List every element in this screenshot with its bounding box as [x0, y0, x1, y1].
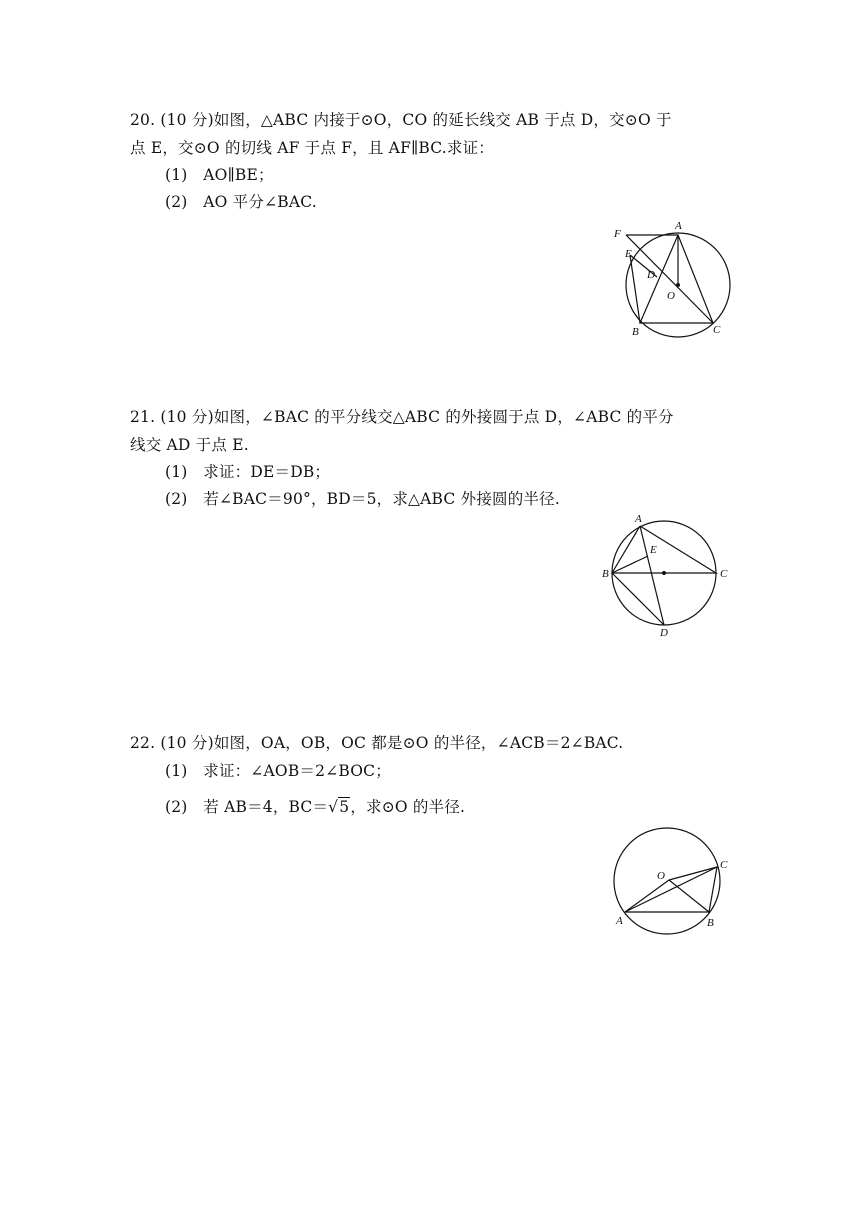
label-E: E [625, 248, 632, 260]
q21-stem-line2: 线交 AD 于点 E. [130, 436, 249, 454]
q22-part2 [165, 795, 465, 817]
label-A: A [635, 513, 642, 525]
q22-part1: (1) 求证：∠AOB＝2∠BOC； [165, 762, 391, 780]
label-C: C [720, 859, 728, 871]
label-C: C [720, 568, 728, 580]
q21-part2: (2) 若∠BAC＝90°，BD＝5，求△ABC 外接圆的半径. [165, 490, 560, 508]
label-F: F [614, 228, 621, 240]
q22-figure [605, 822, 755, 942]
q22-part2-suffix: ，求⊙O 的半径. [350, 798, 466, 816]
label-C: C [713, 324, 721, 336]
q20-part1: (1) AO∥BE； [165, 166, 274, 184]
label-D: D [647, 269, 655, 281]
label-E: E [650, 544, 657, 556]
label-D: D [660, 627, 668, 639]
label-B: B [602, 568, 609, 580]
sqrt-symbol: √5 [328, 798, 350, 816]
q21-part1: (1) 求证：DE＝DB； [165, 463, 331, 481]
label-O: O [657, 870, 665, 882]
q21-figure [598, 512, 748, 642]
q22-stem-line1: 22. (10 分)如图，OA，OB，OC 都是⊙O 的半径，∠ACB＝2∠BAC. [130, 734, 624, 752]
q20-figure [600, 215, 750, 345]
label-A: A [675, 220, 682, 232]
q22-part2-prefix: (2) 若 AB＝4，BC＝ [165, 798, 329, 816]
label-O: O [667, 290, 675, 302]
q20-part2: (2) AO 平分∠BAC. [165, 193, 317, 211]
label-B: B [707, 917, 714, 929]
label-B: B [632, 326, 639, 338]
q20-stem-line2: 点 E，交⊙O 的切线 AF 于点 F，且 AF∥BC.求证： [130, 139, 494, 157]
sqrt-radicand: 5 [339, 798, 350, 816]
label-A: A [616, 915, 623, 927]
q21-stem-line1: 21. (10 分)如图，∠BAC 的平分线交△ABC 的外接圆于点 D，∠ABC 的平分 [130, 408, 674, 426]
q20-stem-line1: 20. (10 分)如图，△ABC 内接于⊙O，CO 的延长线交 AB 于点 D，交⊙O 于 [130, 111, 672, 129]
